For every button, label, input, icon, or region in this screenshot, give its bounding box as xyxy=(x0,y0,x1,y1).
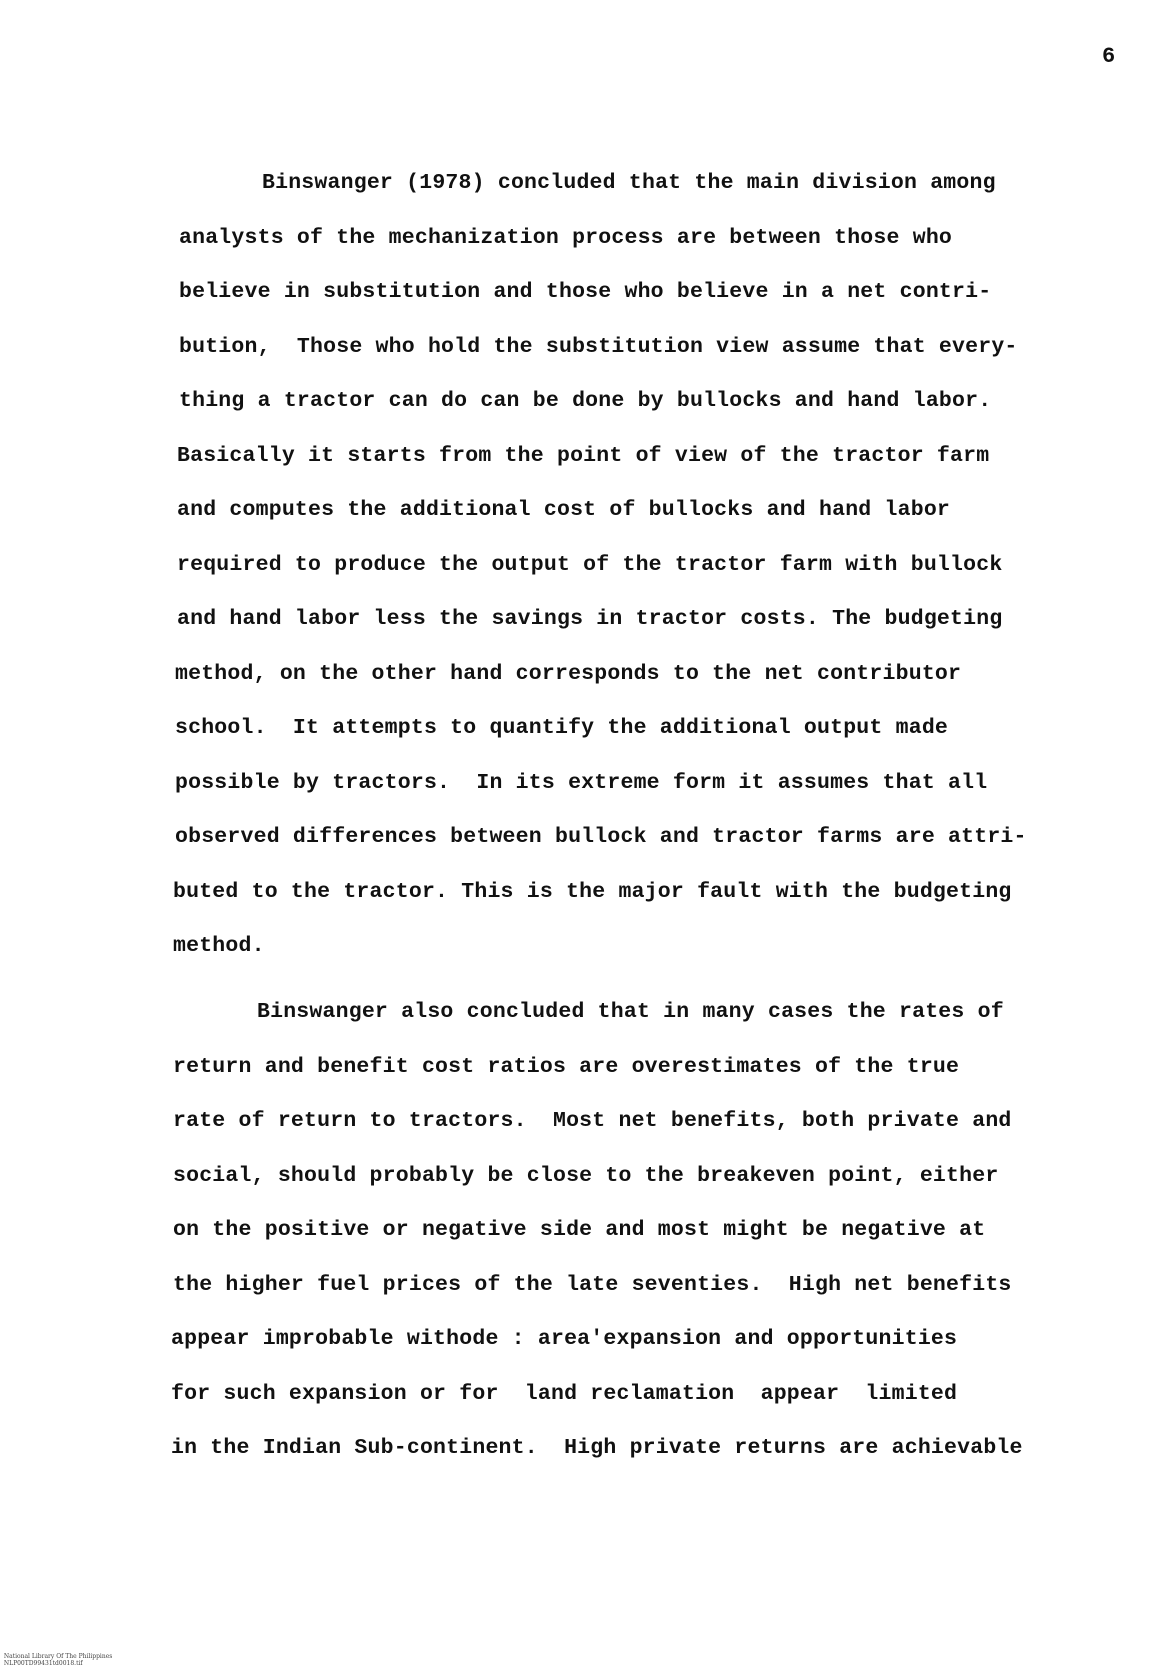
text-line: return and benefit cost ratios are overestimates of the true xyxy=(173,1055,960,1079)
footer-library: National Library Of The Philippines xyxy=(3,1653,113,1660)
text-line: for such expansion or for land reclamation appear limited xyxy=(171,1382,958,1406)
text-line: method. xyxy=(173,934,265,958)
text-line: Binswanger also concluded that in many cases the rates of xyxy=(257,1000,1004,1024)
text-line: Basically it starts from the point of view of the tractor farm xyxy=(177,444,990,468)
text-line: the higher fuel prices of the late seventies. High net benefits xyxy=(173,1273,1012,1297)
text-line: and computes the additional cost of bullocks and hand labor xyxy=(177,498,951,522)
text-line: social, should probably be close to the breakeven point, either xyxy=(173,1164,999,1188)
text-line: Binswanger (1978) concluded that the main division among xyxy=(262,171,996,195)
text-line: appear improbable withode : area'expansion and opportunities xyxy=(171,1327,958,1351)
page-number: 6 xyxy=(1102,44,1116,69)
footer-file: NLP00TD99431td0018.tif xyxy=(3,1660,83,1667)
text-line: school. It attempts to quantify the additional output made xyxy=(175,716,949,740)
text-line: analysts of the mechanization process are between those who xyxy=(179,226,953,250)
text-line: required to produce the output of the tractor farm with bullock xyxy=(177,553,1003,577)
text-line: possible by tractors. In its extreme form it assumes that all xyxy=(175,771,988,795)
text-line: rate of return to tractors. Most net benefits, both private and xyxy=(173,1109,1012,1133)
text-line: observed differences between bullock and tractor farms are attri- xyxy=(175,825,1027,849)
text-line: and hand labor less the savings in tractor costs. The budgeting xyxy=(177,607,1003,631)
text-line: in the Indian Sub-continent. High private returns are achievable xyxy=(171,1436,1023,1460)
text-line: method, on the other hand corresponds to the net contributor xyxy=(175,662,962,686)
text-line: on the positive or negative side and most might be negative at xyxy=(173,1218,986,1242)
text-line: bution, Those who hold the substitution view assume that every- xyxy=(179,335,1018,359)
text-line: thing a tractor can do can be done by bullocks and hand labor. xyxy=(179,389,992,413)
text-line: believe in substitution and those who believe in a net contri- xyxy=(179,280,992,304)
scan-footer xyxy=(0,1646,130,1667)
text-line: buted to the tractor. This is the major fault with the budgeting xyxy=(173,880,1012,904)
